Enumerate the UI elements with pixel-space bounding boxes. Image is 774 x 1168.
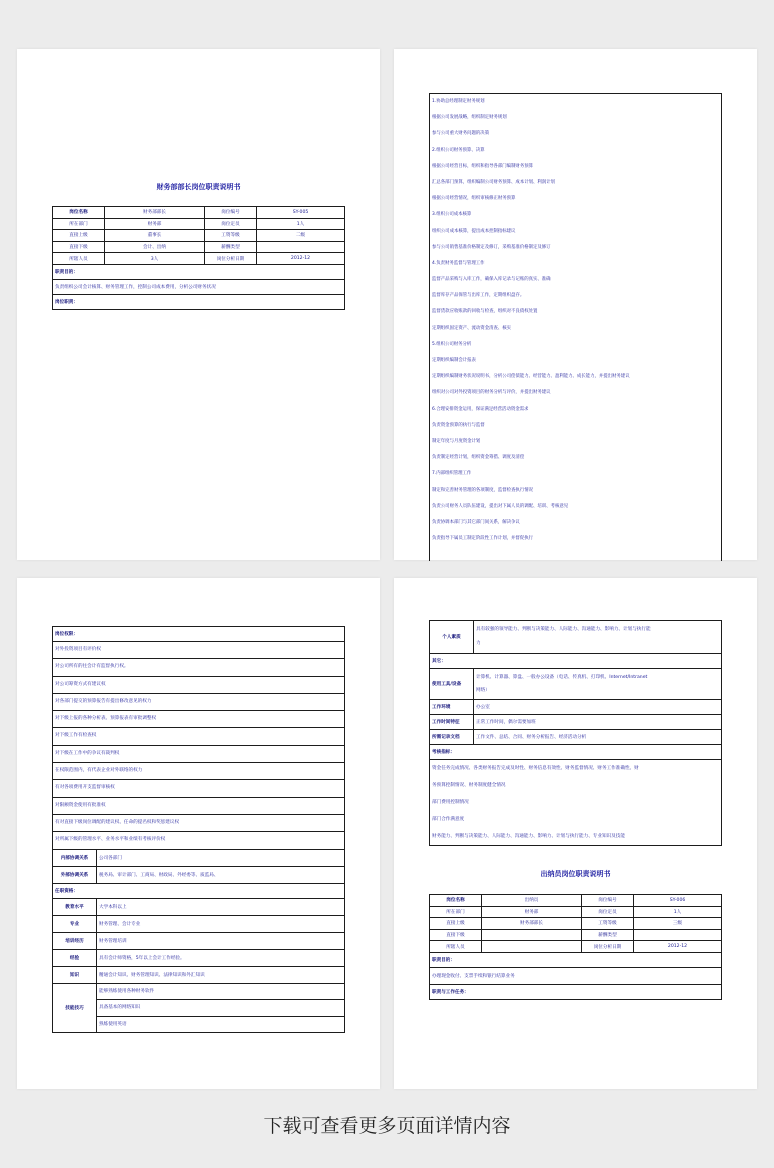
- info-cell-v1: [482, 929, 582, 941]
- duties-list: [429, 93, 722, 561]
- info-cell-l1: 所在部门: [53, 218, 105, 230]
- document-page-2: [394, 49, 757, 560]
- info-cell-l1: 所辖人员: [430, 941, 482, 953]
- kpi-line: 部门合作满意度: [432, 817, 465, 822]
- info-cell-v1: 财务部: [105, 218, 205, 230]
- qualification-value: 精通会计知识、财务管理知识、法律知识和外汇知识: [97, 966, 345, 983]
- duty-line: 负责协调本部门与其它部门间关系，解决争议: [432, 519, 520, 525]
- authority-line: 对限额资金使用有批准权: [53, 797, 344, 814]
- qualification-key: 经验: [53, 949, 97, 966]
- info-cell-l2: 薪酬类型: [205, 241, 257, 253]
- purpose-label: 职责目的：: [53, 264, 345, 279]
- duty-line: 5.组织公司财务分析: [432, 341, 472, 347]
- qualification-key: 专业: [53, 915, 97, 932]
- page-title: 财务部部长岗位职责说明书: [156, 183, 241, 191]
- info-cell-v2: SY-006: [634, 895, 722, 907]
- qualification-key: 教育水平: [53, 898, 97, 915]
- duty-line: 参与公司重大财务问题的决策: [432, 131, 490, 137]
- info-cell-l2: 工资等级: [205, 230, 257, 242]
- cashier-purpose-label: 职责目的：: [430, 952, 722, 967]
- document-page-4: [394, 578, 757, 1089]
- external-label: 外部协调关系: [53, 866, 97, 883]
- info-cell-v2: 2012-12: [634, 941, 722, 953]
- info-cell-l1: 直接上级: [53, 230, 105, 242]
- info-row: [430, 918, 722, 930]
- info-cell-v2: 二级: [257, 230, 345, 242]
- info-cell-v1: 3人: [105, 253, 205, 265]
- qualification-row: [53, 966, 345, 983]
- duty-line: 根据公司发展战略，组织制定财务规划: [432, 115, 507, 121]
- authority-line: 对公司所有的往会计有监督执行权。: [53, 658, 344, 675]
- kpi-line: 财务能力、判断与决策能力、人际能力、沟通能力、影响力、计划与执行能力、专业知识及技能: [432, 834, 625, 839]
- documents-label: 所需记录文档: [430, 730, 474, 745]
- info-cell-l2: 岗位编号: [582, 895, 634, 907]
- info-cell-v1: 会计、出纳: [105, 241, 205, 253]
- duty-line: 汇总各部门预算，组织编制公司财务预算、成本计划、利润计划: [432, 179, 555, 185]
- authority-line: 对下级在工作中的争议有裁判权: [53, 745, 344, 762]
- duty-line: 负责指导下属员工制定阶段性工作计划，并督促执行: [432, 536, 533, 542]
- info-cell-l2: 岗位编号: [205, 207, 257, 219]
- qualification-value: 大学本科以上: [97, 898, 345, 915]
- duty-line: 6.合理安排资金运用，保证满足经营活动资金需求: [432, 406, 529, 412]
- authority-table: [52, 626, 345, 1033]
- qualification-value: 财务管理培训: [97, 932, 345, 949]
- duty-line: 组织对公司对外投资项目的财务分析与评价，并提出财务建议: [432, 390, 551, 396]
- skill-line: 熟练使用英语: [97, 1016, 344, 1033]
- info-cell-l1: 岗位名称: [53, 207, 105, 219]
- qualification-value: 财务管理、会计专业: [97, 915, 345, 932]
- info-cell-l2: 岗位定员: [205, 218, 257, 230]
- duty-line: 根据公司经营目标，组织和指导各部门编制财务预算: [432, 163, 533, 169]
- info-cell-l2: 薪酬类型: [582, 929, 634, 941]
- document-page-1: [17, 49, 380, 560]
- authority-line: 有对各项费用开支监督审核权: [53, 779, 344, 796]
- requirements-table: [429, 620, 722, 846]
- kpi-line: 务预算控制情况、财务制度健全情况: [432, 783, 506, 788]
- duty-line: 7.内部组织管理工作: [432, 471, 472, 477]
- duty-line: 根据公司经营情况，组织审核修正财务预算: [432, 196, 516, 202]
- documents-value: 工作文件、总结、合同、财务分析报告、经济活动分析: [474, 730, 722, 745]
- authority-line: 对公司筹资方式有建议权: [53, 676, 344, 693]
- info-cell-l1: 所辖人员: [53, 253, 105, 265]
- duty-line: 2.组织公司财务预算、决算: [432, 147, 485, 153]
- environment-label: 工作环境: [430, 700, 474, 715]
- info-row: [53, 241, 345, 253]
- info-cell-l2: 岗位定员: [582, 906, 634, 918]
- duty-line: 组织公司成本核算，提出成本控制指标建议: [432, 228, 516, 234]
- external-value: 税务局、审计部门、工商局、财政局、外经委等、质监局、: [97, 866, 345, 883]
- work-time-label: 工作时间特征: [430, 715, 474, 730]
- duty-line: 监督产品采购与入库工作，确保入库记录与记账的真实、准确: [432, 277, 551, 283]
- info-cell-v2: [634, 929, 722, 941]
- internal-label: 内部协调关系: [53, 849, 97, 866]
- info-row: [53, 207, 345, 219]
- skill-line: 能够熟练使用各种财务软件: [99, 988, 155, 994]
- kpi-line: 部门费用控制情况: [432, 800, 469, 805]
- other-label: 其它：: [430, 654, 722, 669]
- info-cell-l2: 岗位分析日期: [582, 941, 634, 953]
- skill-line: 具备基本的网络知识: [97, 999, 344, 1016]
- authority-list: [53, 642, 344, 849]
- info-row: [53, 218, 345, 230]
- duty-line: 制定年度与月度资金计划: [432, 438, 481, 444]
- authority-line: 对各部门提交的预算报告有提出修改意见的权力: [53, 693, 344, 710]
- info-row: [53, 230, 345, 242]
- duty-line: 制定和完善财务管理的各项制度，监督检查执行情况: [432, 487, 533, 493]
- info-cell-v2: 2012-12: [257, 253, 345, 265]
- info-cell-v1: 出纳员: [482, 895, 582, 907]
- work-time-value: 正常工作时间，偶尔需要加班: [474, 715, 722, 730]
- info-row: [430, 941, 722, 953]
- personal-quality-text-cont: 力: [476, 641, 481, 646]
- internal-value: 公司各部门: [97, 849, 345, 866]
- second-title: 出纳员岗位职责说明书: [540, 870, 611, 878]
- tools-text: 计算机、计算器、算盘、一般办公设备（电话、传真机、打印机、Internet/Intranet: [476, 675, 648, 680]
- cashier-purpose-text: 办理现金收付、支票手续和银行结算业务: [430, 967, 722, 984]
- qualification-label: 任职资格：: [53, 883, 345, 898]
- duty-line: 定期组织固定资产、流动资金清查、核实: [432, 325, 512, 331]
- authority-line: 对下级工作有检查权: [53, 727, 344, 744]
- kpi-line: 资金任务完成情况、各类财务报告完成及时性、财务信息有效性、财务监督情况、财务工作准确性、财: [432, 766, 639, 771]
- duty-line: 定期组织编制会计报表: [432, 358, 476, 363]
- environment-value: 办公室: [474, 700, 722, 715]
- authority-line: 对下级上报的各种分析表、预算报表有审批调整权: [53, 710, 344, 727]
- authority-line: 对所属下级的管理水平、业务水平和业绩有考核评价权: [53, 831, 344, 848]
- info-cell-v1: [482, 941, 582, 953]
- cashier-duties-label: 职责与工作任务：: [430, 984, 722, 999]
- info-cell-v2: [257, 241, 345, 253]
- info-cell-v2: 1人: [257, 218, 345, 230]
- info-cell-l1: 所在部门: [430, 906, 482, 918]
- skills-label: 技能技巧: [53, 983, 97, 1033]
- info-cell-l2: 工资等级: [582, 918, 634, 930]
- qualification-row: [53, 898, 345, 915]
- cashier-info-table: [429, 894, 722, 1000]
- qualification-value: 具有会计师资格，5年以上会计工作经验。: [97, 949, 345, 966]
- duty-line: 负责制定经营计划，组织资金筹措、调度及清偿: [432, 455, 525, 461]
- duty-line: 监督货款应收账款的回收与检查，组织对不良债权处置: [432, 309, 538, 315]
- info-row: [430, 906, 722, 918]
- info-cell-l1: 直接上级: [430, 918, 482, 930]
- duties-label: 岗位职责：: [53, 294, 345, 309]
- duty-line: 定期组织编制财务状况说明书，分析公司偿债能力、经营能力、盈利能力、成长能力，并提出财务建议: [432, 374, 630, 380]
- info-cell-l1: 岗位名称: [430, 895, 482, 907]
- duty-line: 负责资金预算的执行与监督: [432, 422, 485, 428]
- info-cell-v2: 三级: [634, 918, 722, 930]
- duty-line: 负责公司财务人员队伍建设，提出对下属人员的调配、培训、考核意见: [432, 503, 569, 509]
- duty-line: 4.负责财务监督与管理工作: [432, 260, 485, 266]
- qualification-key: 培训经历: [53, 932, 97, 949]
- duty-line: 监督库存产品保管与出库工作，定期组织盘存。: [432, 293, 525, 299]
- info-row: [430, 895, 722, 907]
- duty-line: 1.协助总经理制定财务规划: [432, 99, 485, 104]
- footer-text: 下载可查看更多页面详情内容: [263, 1115, 511, 1137]
- qualification-row: [53, 915, 345, 932]
- info-cell-v2: 1人: [634, 906, 722, 918]
- document-page-3: [17, 578, 380, 1089]
- job-info-table: [52, 206, 345, 310]
- qualification-row: [53, 932, 345, 949]
- skills-list: [97, 984, 344, 1033]
- personal-quality-text: 具有较强的领导能力、判断与决策能力、人际能力、沟通能力、影响力、计划与执行能: [476, 627, 651, 632]
- kpi-label: 考核指标：: [430, 745, 722, 760]
- qualification-key: 知识: [53, 966, 97, 983]
- qualification-row: [53, 949, 345, 966]
- info-row: [53, 253, 345, 265]
- info-cell-v1: 财务部: [482, 906, 582, 918]
- info-cell-l2: 岗位分析日期: [205, 253, 257, 265]
- authority-line: 有对直接下级岗位调配的建议权、任命的提名权和奖惩建议权: [53, 814, 344, 831]
- info-cell-l1: 直接下级: [53, 241, 105, 253]
- tools-text-cont: 网络）: [476, 688, 490, 693]
- duty-line: 3.组织公司成本核算: [432, 212, 472, 218]
- authority-label: 岗位权限：: [53, 627, 345, 642]
- info-cell-v1: 董事长: [105, 230, 205, 242]
- info-cell-v2: SY-005: [257, 207, 345, 219]
- kpi-list: [430, 760, 721, 845]
- purpose-text: 负责组织公司会计核算、财务管理工作，控制公司成本费用，分析公司财务状况: [53, 279, 345, 294]
- info-row: [430, 929, 722, 941]
- tools-label: 使用工具/设备: [430, 669, 474, 700]
- personal-quality-label: 个人素质: [430, 621, 474, 654]
- info-cell-v1: 财务部部长: [105, 207, 205, 219]
- info-cell-l1: 直接下级: [430, 929, 482, 941]
- duty-line: 参与公司销售基准价格制定及修订，采购基准价格制定及修订: [432, 244, 551, 250]
- authority-line: 对外投资项目有评价权: [55, 647, 101, 652]
- authority-line: 在权限范围内，有代表企业对外联络的权力: [53, 762, 344, 779]
- info-cell-v1: 财务部部长: [482, 918, 582, 930]
